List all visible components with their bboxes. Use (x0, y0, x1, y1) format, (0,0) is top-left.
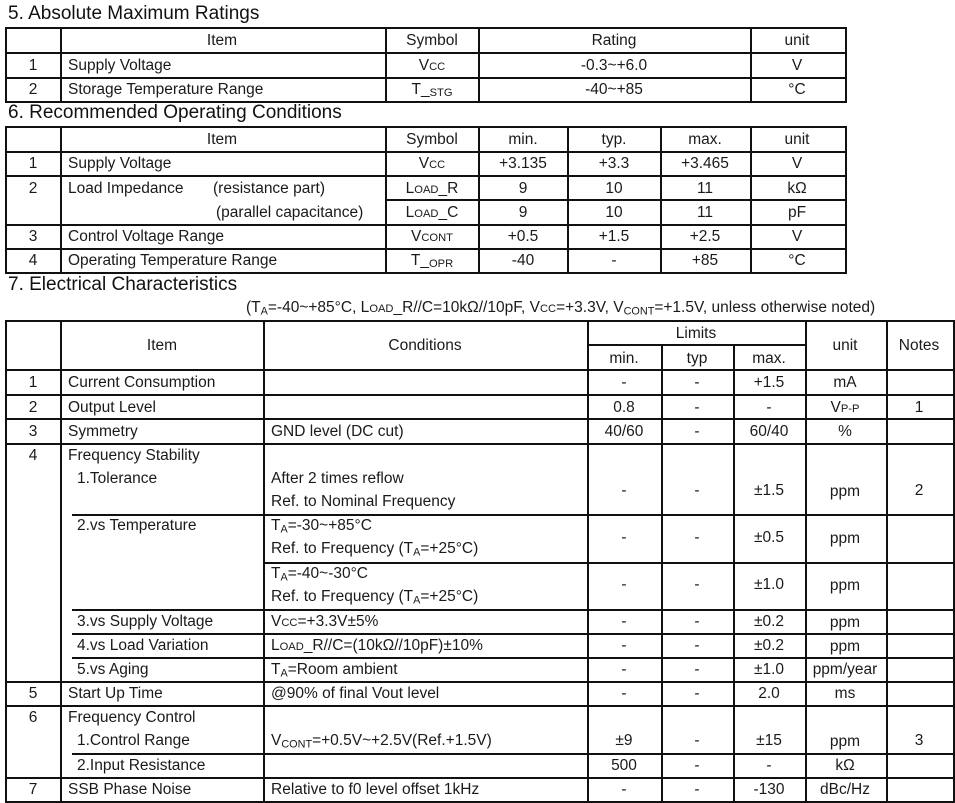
item-label: Load Impedance (68, 180, 184, 197)
max-value: ±0.5 (753, 529, 785, 546)
unit-value: ppm (829, 614, 861, 631)
condition: @90% of final Vout level (271, 685, 440, 702)
max-value: ±0.2 (753, 637, 785, 654)
min-value: - (621, 576, 627, 593)
min-value: +3.135 (499, 155, 547, 172)
min-value: - (621, 374, 627, 391)
min-value: -40 (511, 252, 535, 269)
notes-value: 2 (914, 482, 924, 499)
max-value: ±15 (756, 732, 782, 749)
sub-item-label: 5.vs Aging (77, 661, 149, 678)
condition: Relative to f0 level offset 1kHz (271, 781, 480, 798)
min-value: ±9 (615, 732, 633, 749)
symbol-main: V (418, 155, 430, 172)
typ-value: +1.5 (598, 228, 630, 245)
section-6-title: 6. Recommended Operating Conditions (8, 102, 342, 123)
typ-value: - (694, 374, 700, 391)
sub-item-label: 2.Input Resistance (77, 757, 206, 774)
symbol (419, 156, 445, 172)
item-label: Control Voltage Range (68, 228, 224, 245)
unit-value: % (838, 423, 852, 440)
row-number: 6 (28, 709, 38, 726)
max-value: ±0.2 (753, 613, 785, 630)
min-value: - (621, 781, 627, 798)
typ-value: - (694, 685, 700, 702)
typ-value: 10 (605, 180, 623, 197)
max-value: - (766, 399, 772, 416)
unit-value: °C (788, 81, 806, 98)
unit-value: V (791, 57, 803, 74)
min-value: - (621, 529, 627, 546)
max-value: +1.5 (753, 374, 785, 391)
header-min: min. (609, 350, 639, 367)
header-rating: Rating (591, 32, 637, 49)
row-number: 2 (28, 180, 38, 197)
item-label: SSB Phase Noise (68, 781, 192, 798)
symbol (411, 229, 453, 245)
min-value: 0.8 (613, 399, 635, 416)
header-item: Item (206, 32, 238, 49)
unit-value: ppm (829, 733, 861, 750)
unit-value: kΩ (835, 757, 855, 774)
typ-value: - (694, 529, 700, 546)
header-symbol: Symbol (406, 131, 458, 148)
header-unit: unit (784, 32, 810, 49)
min-value: 9 (518, 204, 528, 221)
typ-value: - (694, 423, 700, 440)
item-note: (resistance part) (213, 180, 325, 197)
section-5-title: 5. Absolute Maximum Ratings (8, 3, 260, 24)
symbol-sub: OAD (414, 184, 439, 196)
max-value: 2.0 (758, 685, 780, 702)
typ-value: - (694, 661, 700, 678)
unit-value: pF (787, 204, 807, 221)
unit-value: kΩ (787, 180, 807, 197)
max-value: ±1.0 (753, 661, 785, 678)
unit-value: ppm (829, 638, 861, 655)
symbol-sub: OPR (428, 258, 454, 270)
notes-value: 3 (914, 732, 924, 749)
symbol (406, 181, 459, 197)
unit-value: V (791, 155, 803, 172)
min-value: - (621, 637, 627, 654)
max-value: +3.465 (681, 155, 729, 172)
unit-value: ppm (829, 530, 861, 547)
sub-item-label: 4.vs Load Variation (77, 637, 209, 654)
item-label: Frequency Control (68, 709, 196, 726)
row-number: 4 (28, 447, 38, 464)
unit-value: V (791, 228, 803, 245)
item-label: Symmetry (68, 423, 138, 440)
row-number: 4 (28, 252, 38, 269)
unit-value: ppm/year (812, 661, 878, 678)
row-number: 1 (28, 155, 38, 172)
row-number: 5 (28, 685, 38, 702)
header-unit: unit (784, 131, 810, 148)
symbol-main: V (418, 57, 430, 74)
symbol-main: L (405, 180, 415, 197)
item-label: Output Level (68, 399, 156, 416)
sub-item-label: 1.Tolerance (77, 470, 158, 487)
condition: Ref. to Frequency $(T_A=+25^\circ C)$ (271, 540, 479, 559)
symbol-main: T_ (410, 252, 429, 269)
condition: GND level (DC cut) (271, 423, 404, 440)
symbol-main: T_ (411, 81, 430, 98)
max-value: +85 (691, 252, 719, 269)
header-limits: Limits (675, 325, 717, 342)
min-value: 40/60 (604, 423, 644, 440)
header-min: min. (508, 131, 538, 148)
typ-value: - (694, 576, 700, 593)
header-typ: typ (686, 350, 708, 367)
typ-value: 10 (605, 204, 623, 221)
symbol-sub: OAD (414, 208, 439, 220)
typ-value: - (694, 482, 700, 499)
item-label: Frequency Stability (68, 447, 200, 464)
symbol-tail: _R (438, 180, 459, 197)
item-label: Current Consumption (68, 374, 216, 391)
item-note: (parallel capacitance) (216, 204, 364, 221)
typ-value: - (694, 399, 700, 416)
typ-value: - (694, 613, 700, 630)
condition: LOAD_R//C=(10kΩ//10pF)±10% (271, 637, 483, 654)
unit-value: dBc/Hz (820, 781, 870, 798)
symbol-sub: CONT (421, 232, 453, 244)
condition: $T_A=Room$ ambient (271, 661, 398, 680)
condition: Ref. to Nominal Frequency (271, 493, 456, 510)
condition: $T_A=-40\sim-30^\circ C$ (271, 565, 369, 584)
min-value: - (621, 613, 627, 630)
rating-value: -0.3~+6.0 (580, 57, 648, 74)
row-number: 1 (28, 374, 38, 391)
condition: After 2 times reflow (271, 470, 404, 487)
item-label: Operating Temperature Range (68, 252, 278, 269)
header-max: max. (752, 350, 786, 367)
header-typ: typ. (601, 131, 627, 148)
symbol-sub: CC (429, 159, 446, 171)
row-number: 2 (28, 81, 38, 98)
rating-value: -40~+85 (585, 81, 643, 98)
max-value: ±1.5 (753, 482, 785, 499)
header-item: Item (206, 131, 238, 148)
min-value: +0.5 (507, 228, 539, 245)
item-label: Supply Voltage (68, 155, 172, 172)
max-value: 60/40 (749, 423, 789, 440)
min-value: 9 (518, 180, 528, 197)
condition: $V_{CONT}=+0.5V\sim+2.5V(Ref.+1.5V)$ (271, 732, 492, 751)
header-symbol: Symbol (406, 32, 458, 49)
header-unit: unit (832, 337, 858, 354)
min-value: - (621, 661, 627, 678)
sub-item-label: 2.vs Temperature (77, 517, 197, 534)
item-label: Supply Voltage (68, 57, 172, 74)
max-value: ±1.0 (753, 576, 785, 593)
typ-value: - (694, 757, 700, 774)
max-value: - (766, 757, 772, 774)
typ-value: - (694, 637, 700, 654)
test-conditions-note: ($T_A=-40\sim+85^\circ C$, LOAD_R//C=10kΩ//10pF, VCC=+3.3V, $V_{CONT}=+1.5V$, unless otherwise noted) (246, 299, 876, 318)
max-value: 11 (696, 180, 714, 197)
section-7-title: 7. Electrical Characteristics (8, 274, 238, 295)
notes-value: 1 (914, 399, 924, 416)
unit-value: mA (833, 374, 857, 391)
unit-value: VP-P (830, 399, 860, 416)
max-value: 11 (696, 204, 714, 221)
typ-value: - (694, 781, 700, 798)
condition: VCC=+3.3V±5% (271, 613, 379, 630)
typ-value: - (694, 732, 700, 749)
sub-item-label: 3.vs Supply Voltage (77, 613, 214, 630)
sub-item-label: 1.Control Range (77, 732, 190, 749)
symbol-main: L (405, 204, 415, 221)
unit-value: ppm (829, 483, 861, 500)
condition: $T_A=-30\sim+85^\circ C$ (271, 517, 372, 536)
symbol (419, 58, 445, 74)
symbol-sub: CC (429, 61, 446, 73)
row-number: 7 (28, 781, 38, 798)
symbol (411, 82, 452, 99)
row-number: 2 (28, 399, 38, 416)
header-conditions: Conditions (388, 337, 462, 354)
typ-value: - (611, 252, 617, 269)
row-number: 1 (28, 57, 38, 74)
symbol (411, 253, 453, 270)
min-value: - (621, 685, 627, 702)
unit-value: ms (834, 685, 856, 702)
header-max: max. (688, 131, 722, 148)
symbol-sub: STG (429, 87, 453, 99)
min-value: 500 (611, 757, 637, 774)
item-label: Storage Temperature Range (68, 81, 264, 98)
max-value: -130 (753, 781, 785, 798)
header-item: Item (146, 337, 178, 354)
header-notes: Notes (898, 337, 940, 354)
row-number: 3 (28, 228, 38, 245)
unit-value: °C (788, 252, 806, 269)
symbol-tail: _C (438, 204, 459, 221)
max-value: +2.5 (689, 228, 721, 245)
row-number: 3 (28, 423, 38, 440)
symbol (406, 205, 459, 221)
symbol-main: V (411, 228, 422, 245)
condition: Ref. to Frequency $(T_A=+25^\circ C)$ (271, 588, 479, 607)
unit-value: ppm (829, 577, 861, 594)
item-label: Start Up Time (68, 685, 163, 702)
min-value: - (621, 482, 627, 499)
typ-value: +3.3 (598, 155, 630, 172)
